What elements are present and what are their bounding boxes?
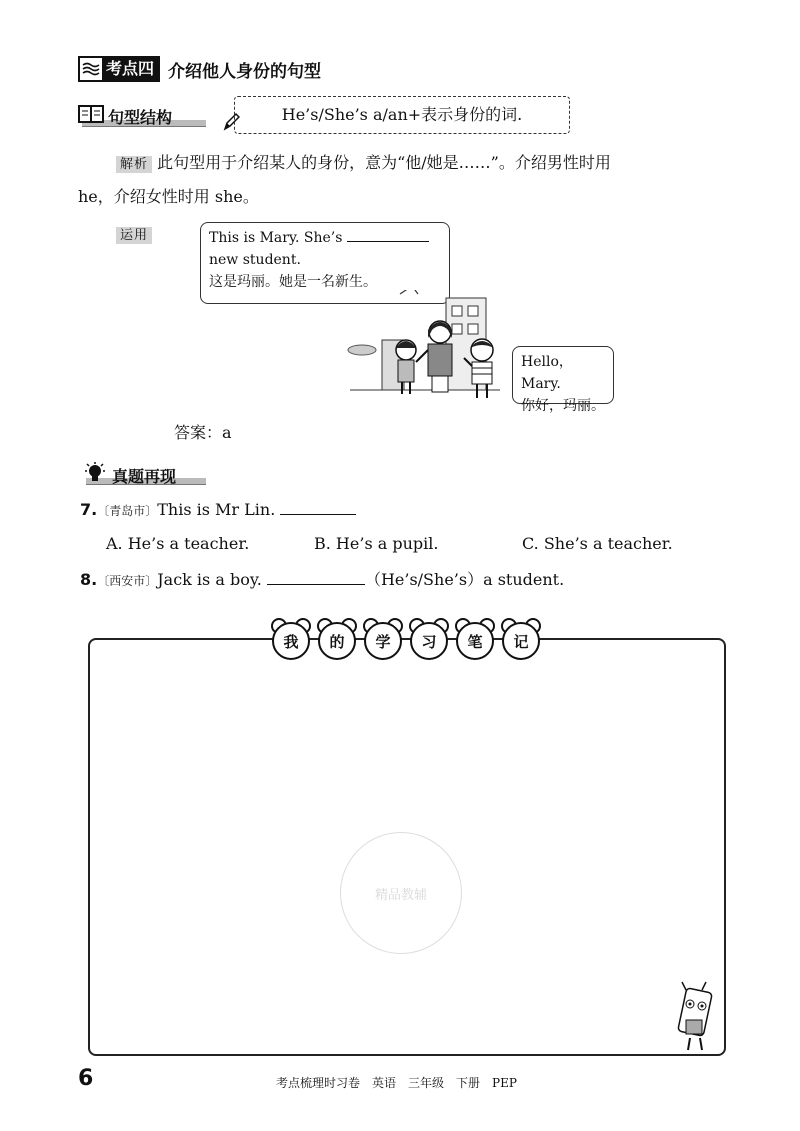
watermark-stamp: 精品教辅 bbox=[340, 832, 462, 954]
waves-icon bbox=[80, 58, 102, 80]
usage-tag: 运用 bbox=[116, 227, 152, 244]
q8-number: 8. bbox=[80, 570, 98, 589]
bubble2-line1: Hello，Mary. bbox=[521, 354, 573, 392]
q8-source: 〔西安市〕 bbox=[97, 574, 158, 588]
speech-bubble-student bbox=[512, 346, 614, 414]
bubble1-line1: This is Mary. She’s bbox=[209, 230, 343, 246]
q7-text: This is Mr Lin. bbox=[157, 500, 276, 519]
structure-header bbox=[78, 104, 172, 128]
usage-tag-wrap bbox=[116, 224, 152, 243]
section-header bbox=[78, 56, 321, 82]
bubble1-line2: new student. bbox=[209, 252, 301, 268]
analysis-line1 bbox=[116, 146, 736, 182]
notes-title-char-5: 笔 bbox=[456, 622, 494, 660]
q7-option-a[interactable]: A. He’s a teacher. bbox=[106, 534, 250, 553]
q7-blank[interactable] bbox=[280, 514, 356, 515]
q7-option-c[interactable]: C. She’s a teacher. bbox=[522, 534, 673, 553]
q8-blank[interactable] bbox=[267, 584, 365, 585]
lightbulb-icon bbox=[82, 462, 108, 488]
notes-title-char-3: 学 bbox=[364, 622, 402, 660]
boy-illustration bbox=[460, 336, 504, 402]
exam-label: 真题再现 bbox=[112, 466, 177, 486]
q7-number: 7. bbox=[80, 500, 98, 519]
notes-title-char-2: 的 bbox=[318, 622, 356, 660]
formula-box: He’s/She’s a/an+表示身份的词. bbox=[234, 96, 570, 134]
usage-answer: 答案：a bbox=[174, 423, 232, 442]
analysis-text1: 此句型用于介绍某人的身份，意为“他/她是……”。介绍男性时用 bbox=[157, 153, 611, 172]
q8-suffix: （He’s/She’s）a student. bbox=[364, 570, 565, 589]
analysis-line2: he，介绍女性时用 she。 bbox=[78, 187, 259, 206]
notes-title-char-1: 我 bbox=[272, 622, 310, 660]
book-icon bbox=[78, 104, 104, 128]
section-tag: 考点四 bbox=[102, 58, 158, 80]
question-7 bbox=[80, 500, 356, 519]
section-title: 介绍他人身份的句型 bbox=[168, 61, 322, 82]
bubble1-line3: 这是玛丽。她是一名新生。 bbox=[209, 274, 377, 290]
pencil-mascot-icon bbox=[668, 980, 724, 1052]
section-tag-box bbox=[78, 56, 160, 82]
page-number: 6 bbox=[78, 1066, 94, 1091]
footer-info: 考点梳理时习卷 英语 三年级 下册 PEP bbox=[276, 1076, 517, 1090]
q8-text: Jack is a boy. bbox=[157, 570, 262, 589]
question-8 bbox=[80, 567, 564, 590]
blank-line bbox=[347, 241, 429, 242]
bubble2-line2: 你好，玛丽。 bbox=[521, 398, 605, 414]
analysis-tag: 解析 bbox=[116, 156, 152, 173]
structure-label: 句型结构 bbox=[108, 107, 173, 127]
notes-title-char-4: 习 bbox=[410, 622, 448, 660]
notes-title-char-6: 记 bbox=[502, 622, 540, 660]
exam-header bbox=[82, 462, 176, 488]
q7-option-b[interactable]: B. He’s a pupil. bbox=[314, 534, 439, 553]
q7-source: 〔青岛市〕 bbox=[97, 504, 158, 518]
